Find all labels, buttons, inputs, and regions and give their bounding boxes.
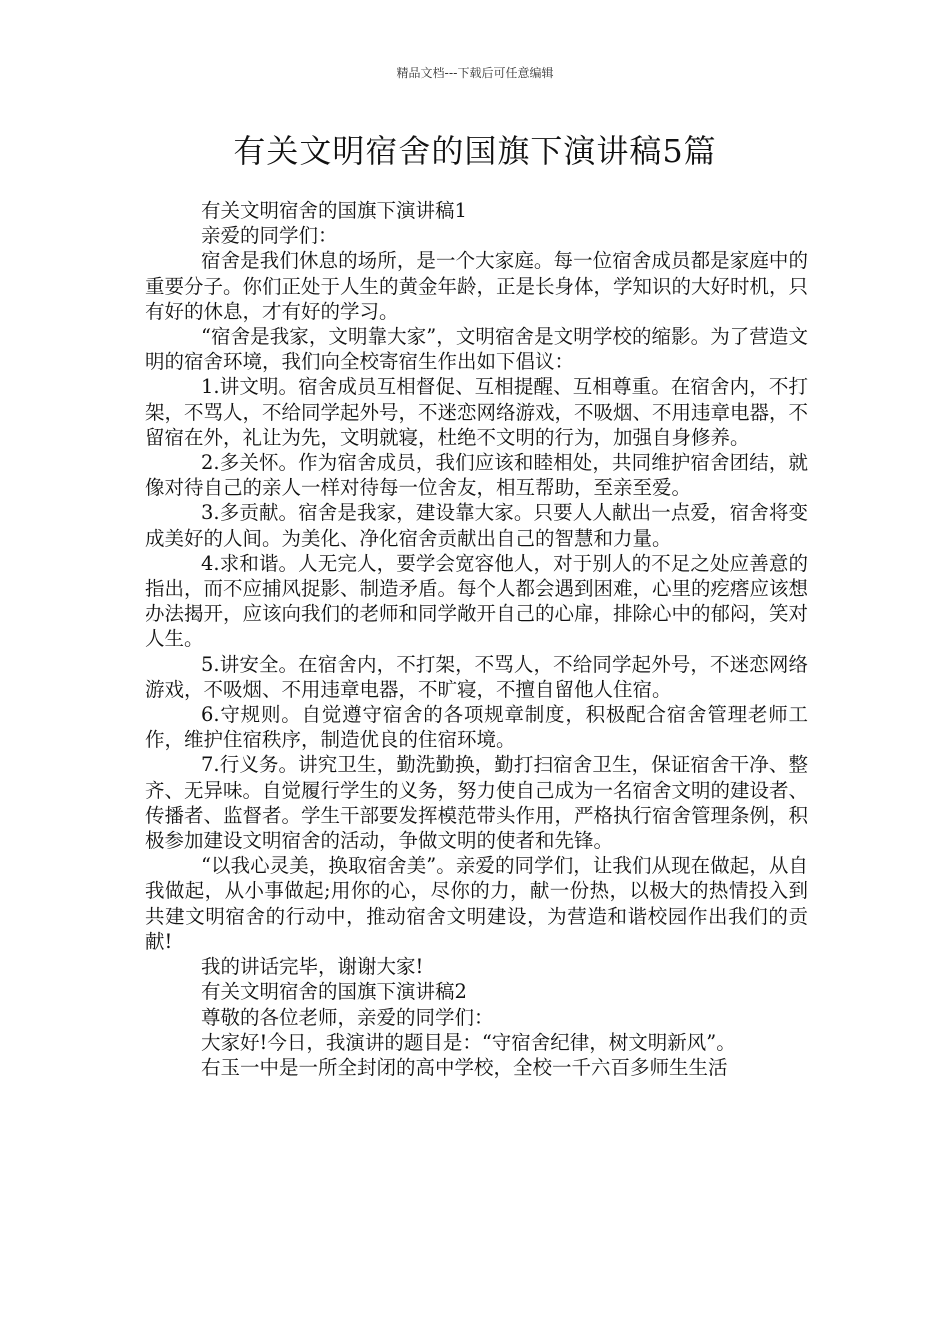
paragraph-item-6: 6.守规则。自觉遵守宿舍的各项规章制度，积极配合宿舍管理老师工作，维护住宿秩序，制造优良的住宿环境。 [145,703,808,752]
salutation-1: 亲爱的同学们： [201,224,338,248]
section-heading-2: 有关文明宿舍的国旗下演讲稿2 [201,980,467,1004]
paragraph-item-5: 5.讲安全。在宿舍内，不打架，不骂人，不给同学起外号，不迷恋网络游戏，不吸烟、不用违章电器，不旷寝，不擅自留他人住宿。 [145,652,808,701]
paragraph-item-7: 7.行义务。讲究卫生，勤洗勤换，勤打扫宿舍卫生，保证宿舍干净、整齐、无异味。自觉履行学生的义务，努力使自己成为一名宿舍文明的建设者、传播者、监督者。学生干部要发挥模范带头作用，严格执行宿舍管理条例，积极参加建设文明宿舍的活动，争做文明的使者和先锋。 [145,753,809,853]
paragraph-item-4: 4.求和谐。人无完人，要学会宽容他人，对于别人的不足之处应善意的指出，而不应捕风捉影、制造矛盾。每个人都会遇到困难，心里的疙瘩应该想办法揭开，应该向我们的老师和同学敞开自己的心扉，排除心中的郁闷，笑对人生。 [145,551,809,651]
paragraph-closing: “以我心灵美，换取宿舍美”。亲爱的同学们，让我们从现在做起，从自我做起，从小事做起;用你的心，尽你的力，献一份热，以极大的热情投入到共建文明宿舍的行动中，推动宿舍文明建设，为营造和谐校园作出我们的贡献! [145,854,808,953]
document-body [145,198,808,1080]
header-note: 精品文档---下载后可任意编辑 [396,66,554,80]
salutation-2: 尊敬的各位老师，亲爱的同学们： [201,1005,494,1029]
paragraph-school-intro: 右玉一中是一所全封闭的高中学校，全校一千六百多师生生活 [201,1055,728,1079]
paragraph-item-3: 3.多贡献。宿舍是我家，建设靠大家。只要人人献出一点爱，宿舍将变成美好的人间。为美化、净化宿舍贡献出自己的智慧和力量。 [145,501,808,550]
paragraph-proposal: “宿舍是我家，文明靠大家”，文明宿舍是文明学校的缩影。为了营造文明的宿舍环境，我们向全校寄宿生作出如下倡议： [145,325,808,374]
paragraph-intro: 宿舍是我们休息的场所，是一个大家庭。每一位宿舍成员都是家庭中的重要分子。你们正处于人生的黄金年龄，正是长身体，学知识的大好时机，只有好的休息，才有好的学习。 [145,249,809,323]
document-title: 有关文明宿舍的国旗下演讲稿5篇 [233,132,717,170]
paragraph-item-1: 1.讲文明。宿舍成员互相督促、互相提醒、互相尊重。在宿舍内，不打架，不骂人，不给同学起外号，不迷恋网络游戏，不吸烟、不用违章电器，不留宿在外，礼让为先，文明就寝，杜绝不文明的行为，加强自身修养。 [145,375,809,449]
paragraph-item-2: 2.多关怀。作为宿舍成员，我们应该和睦相处，共同维护宿舍团结，就像对待自己的亲人一样对待每一位舍友，相互帮助，至亲至爱。 [145,451,808,500]
section-heading-1: 有关文明宿舍的国旗下演讲稿1 [201,199,467,222]
paragraph-thanks: 我的讲话完毕，谢谢大家! [201,955,424,979]
paragraph-greeting: 大家好!今日，我演讲的题目是：“守宿舍纪律，树文明新风”。 [201,1030,736,1054]
